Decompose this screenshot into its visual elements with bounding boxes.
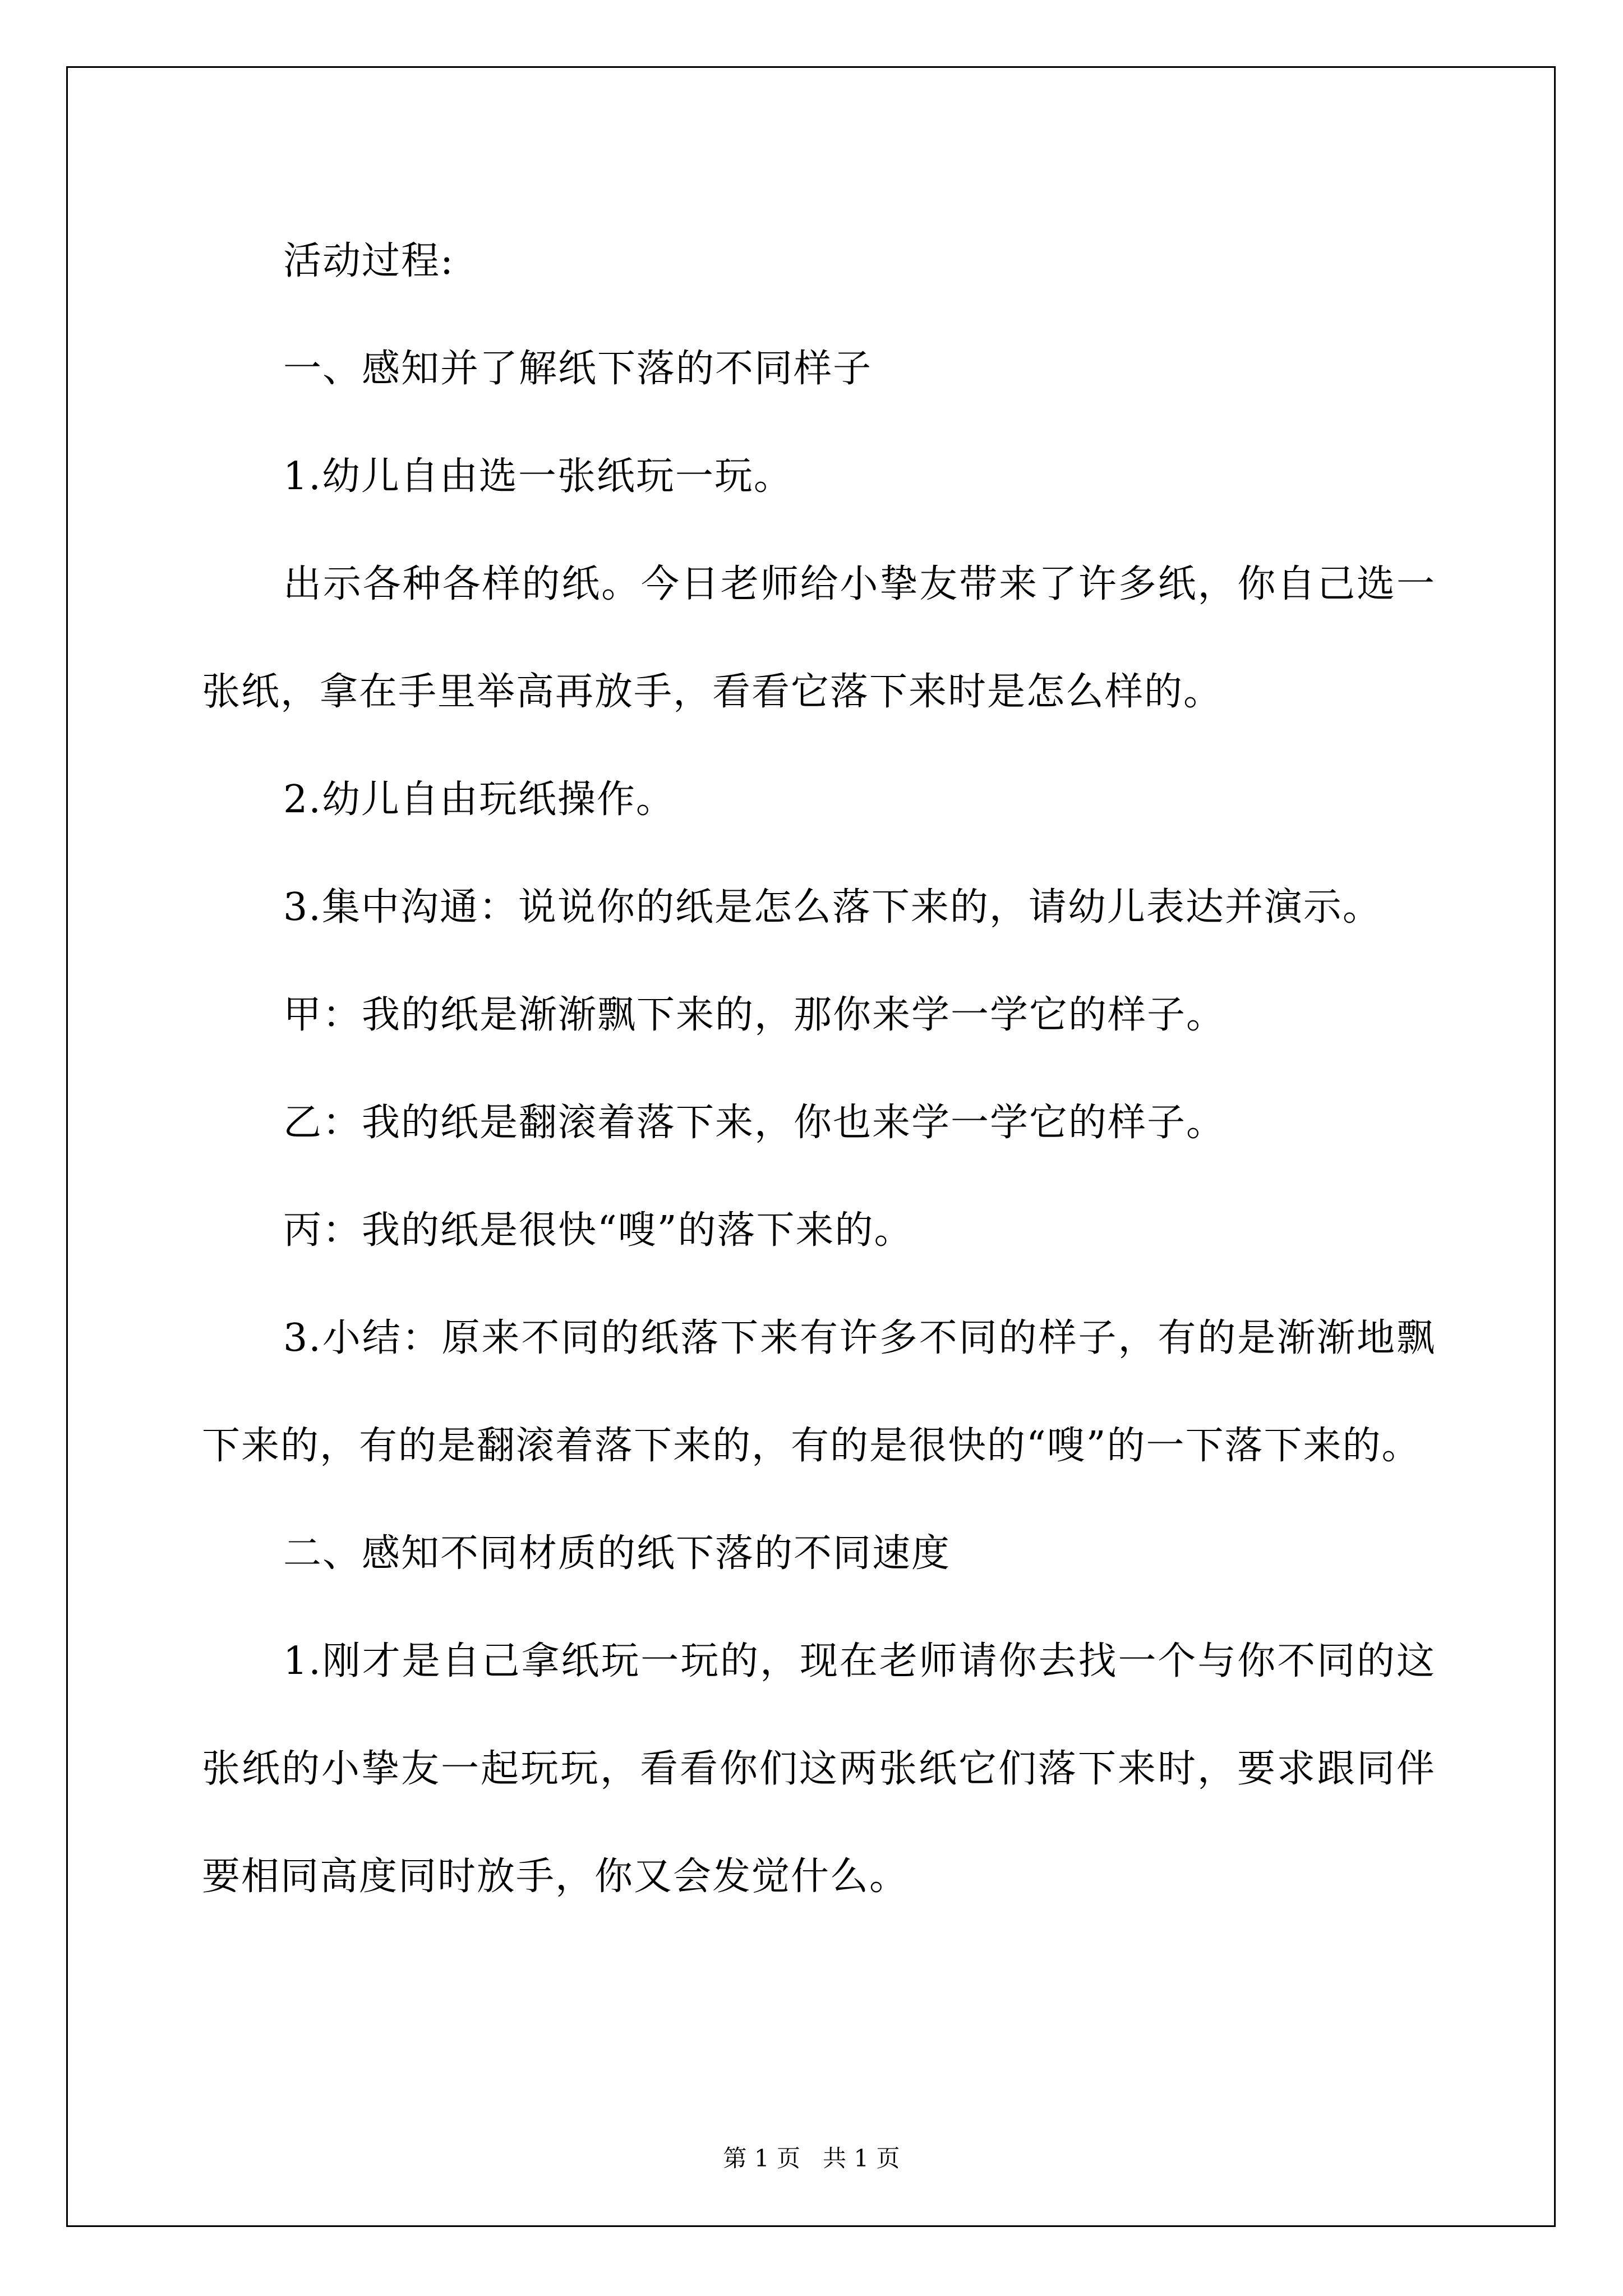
paragraph-bing: 丙：我的纸是很快“嗖”的落下来的。 (283, 1208, 914, 1253)
paragraph-jia: 甲：我的纸是渐渐飘下来的，那你来学一学它的样子。 (283, 993, 1226, 1037)
section-heading-two: 二、感知不同材质的纸下落的不同速度 (283, 1531, 951, 1576)
paragraph-step-1: 1.幼儿自由选一张纸玩一玩。 (283, 454, 793, 499)
section-heading-process: 活动过程: (283, 239, 454, 283)
document-body (202, 208, 1436, 1931)
page-number-footer: 第 1 页 共 1 页 (723, 2145, 900, 2172)
section-heading-one: 一、感知并了解纸下落的不同样子 (283, 347, 873, 391)
paragraph-yi: 乙：我的纸是翻滚着落下来，你也来学一学它的样子。 (283, 1101, 1226, 1145)
paragraph-step-2: 2.幼儿自由玩纸操作。 (283, 777, 675, 822)
paragraph-step-3: 3.集中沟通：说说你的纸是怎么落下来的，请幼儿表达并演示。 (283, 885, 1382, 930)
paragraph-partner-play: 1.刚才是自己拿纸玩一玩的，现在老师请你去找一个与你不同的这张纸的小挚友一起玩玩，看看你们这两张纸它们落下来时，要求跟同伴要相同高度同时放手，你又会发觉什么。 (202, 1639, 1436, 1899)
paragraph-summary: 3.小结：原来不同的纸落下来有许多不同的样子，有的是渐渐地飘下来的，有的是翻滚着落下来的，有的是很快的“嗖”的一下落下来的。 (202, 1316, 1436, 1468)
paragraph-show-paper: 出示各种各样的纸。今日老师给小挚友带来了许多纸，你自己选一张纸，拿在手里举高再放手，看看它落下来时是怎么样的。 (202, 562, 1436, 714)
